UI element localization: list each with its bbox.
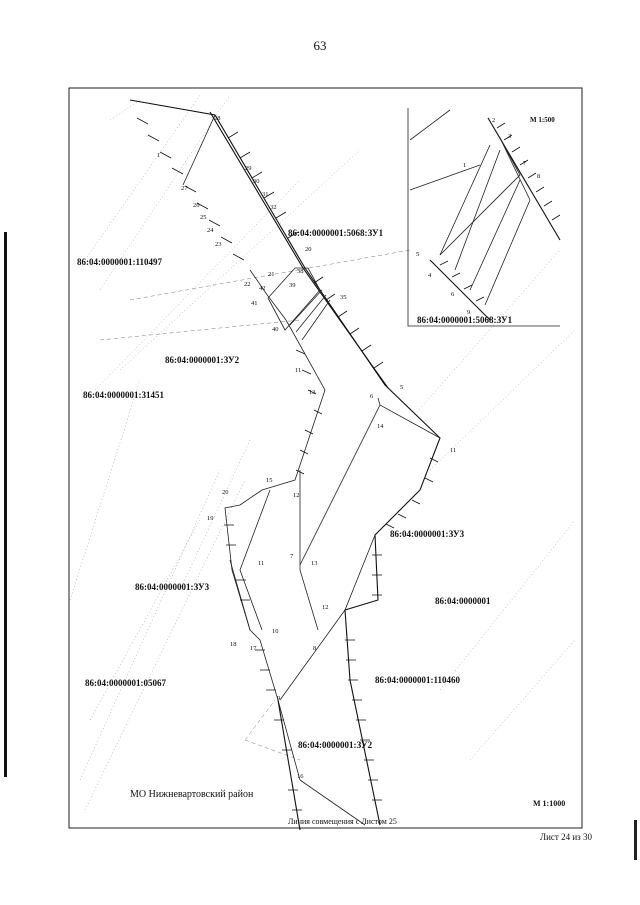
- point-label: 35: [340, 294, 347, 301]
- point-label: 15: [266, 477, 273, 484]
- corridor-boundaries: [130, 100, 440, 830]
- point-label: 32: [270, 204, 277, 211]
- point-label: 13: [309, 389, 316, 396]
- point-label: 41: [251, 300, 258, 307]
- point-label: 19: [207, 515, 214, 522]
- point-label: 25: [200, 214, 207, 221]
- junction-line-label: Линия совмещения с Листом 25: [288, 817, 397, 826]
- point-label: 20: [222, 489, 229, 496]
- background-lines: [70, 95, 575, 810]
- point-label: 27: [181, 185, 188, 192]
- inset-point-label: 3: [508, 133, 512, 140]
- inset-point-label: 9: [467, 309, 471, 316]
- parcel-label-0000001: 86:04:0000001: [435, 596, 491, 606]
- point-label: 39: [289, 282, 296, 289]
- map-frame: [69, 88, 582, 828]
- point-label: 21: [268, 271, 275, 278]
- point-label: 11: [450, 447, 457, 454]
- inset-point-label: 4: [428, 272, 432, 279]
- district-label: МО Нижневартовский район: [130, 789, 254, 800]
- point-label: 31: [262, 191, 269, 198]
- corridor-left-boundary: [130, 100, 440, 825]
- point-label: 18: [230, 641, 237, 648]
- point-label: 30: [253, 178, 260, 185]
- point-label: 13: [311, 560, 318, 567]
- inset-point-label: 2: [492, 117, 496, 124]
- parcel-label-05067: 86:04:0000001:05067: [85, 678, 166, 688]
- point-label: 5: [400, 384, 404, 391]
- page-number: 63: [313, 38, 327, 53]
- scale-main: М 1:1000: [533, 799, 566, 808]
- parcel-label-110497: 86:04:0000001:110497: [77, 257, 162, 267]
- point-label: 1: [157, 152, 161, 159]
- corridor-right-boundary: [210, 112, 388, 388]
- point-label: 12: [293, 492, 300, 499]
- point-label: 29: [245, 165, 252, 172]
- parcel-label-zu1: 86:04:0000001:5068:ЗУ1: [288, 228, 384, 238]
- point-label: 20: [305, 246, 312, 253]
- parcel-label-31451: 86:04:0000001:31451: [83, 390, 164, 400]
- point-label: 26: [193, 202, 200, 209]
- point-label: 11: [258, 560, 265, 567]
- point-label: 8: [313, 645, 317, 652]
- point-label: 42: [259, 285, 266, 292]
- point-label: 22: [244, 281, 251, 288]
- parcel-label-zu3-left: 86:04:0000001:ЗУ3: [135, 582, 210, 592]
- point-label: 6: [370, 393, 374, 400]
- parcel-label-110460: 86:04:0000001:110460: [375, 675, 460, 685]
- point-label: 12: [322, 604, 329, 611]
- inset-frame: [408, 108, 560, 326]
- point-label: 24: [207, 227, 214, 234]
- scale-inset: М 1:500: [530, 116, 555, 124]
- inset-parcel-label-zu1: 86:04:0000001:5068:ЗУ1: [417, 315, 513, 325]
- inset-point-label: 8: [537, 173, 541, 180]
- point-label: 28: [214, 115, 221, 122]
- boundary-ticks: [137, 118, 438, 810]
- inset-point-label: 5: [416, 251, 420, 258]
- point-label: 10: [272, 628, 279, 635]
- sheet-footer: Лист 24 из 30: [540, 832, 592, 842]
- point-label: 40: [272, 326, 279, 333]
- inset-point-label: 6: [451, 291, 455, 298]
- inset-map: [408, 108, 560, 326]
- point-label: 17: [250, 645, 257, 652]
- inset-point-label: 7: [523, 160, 527, 167]
- point-label: 14: [377, 423, 384, 430]
- point-label: 38: [297, 268, 304, 275]
- point-label: 23: [215, 241, 222, 248]
- inset-point-label: 1: [463, 162, 467, 169]
- point-label: 7: [290, 553, 294, 560]
- parcel-label-zu2-lower: 86:04:0000001:ЗУ2: [298, 740, 373, 750]
- parcel-label-zu2-upper: 86:04:0000001:ЗУ2: [165, 355, 240, 365]
- point-label: 11: [295, 367, 302, 374]
- parcel-label-zu3-right: 86:04:0000001:ЗУ3: [390, 529, 465, 539]
- point-label: 16: [297, 773, 304, 780]
- point-label: 9: [277, 695, 281, 702]
